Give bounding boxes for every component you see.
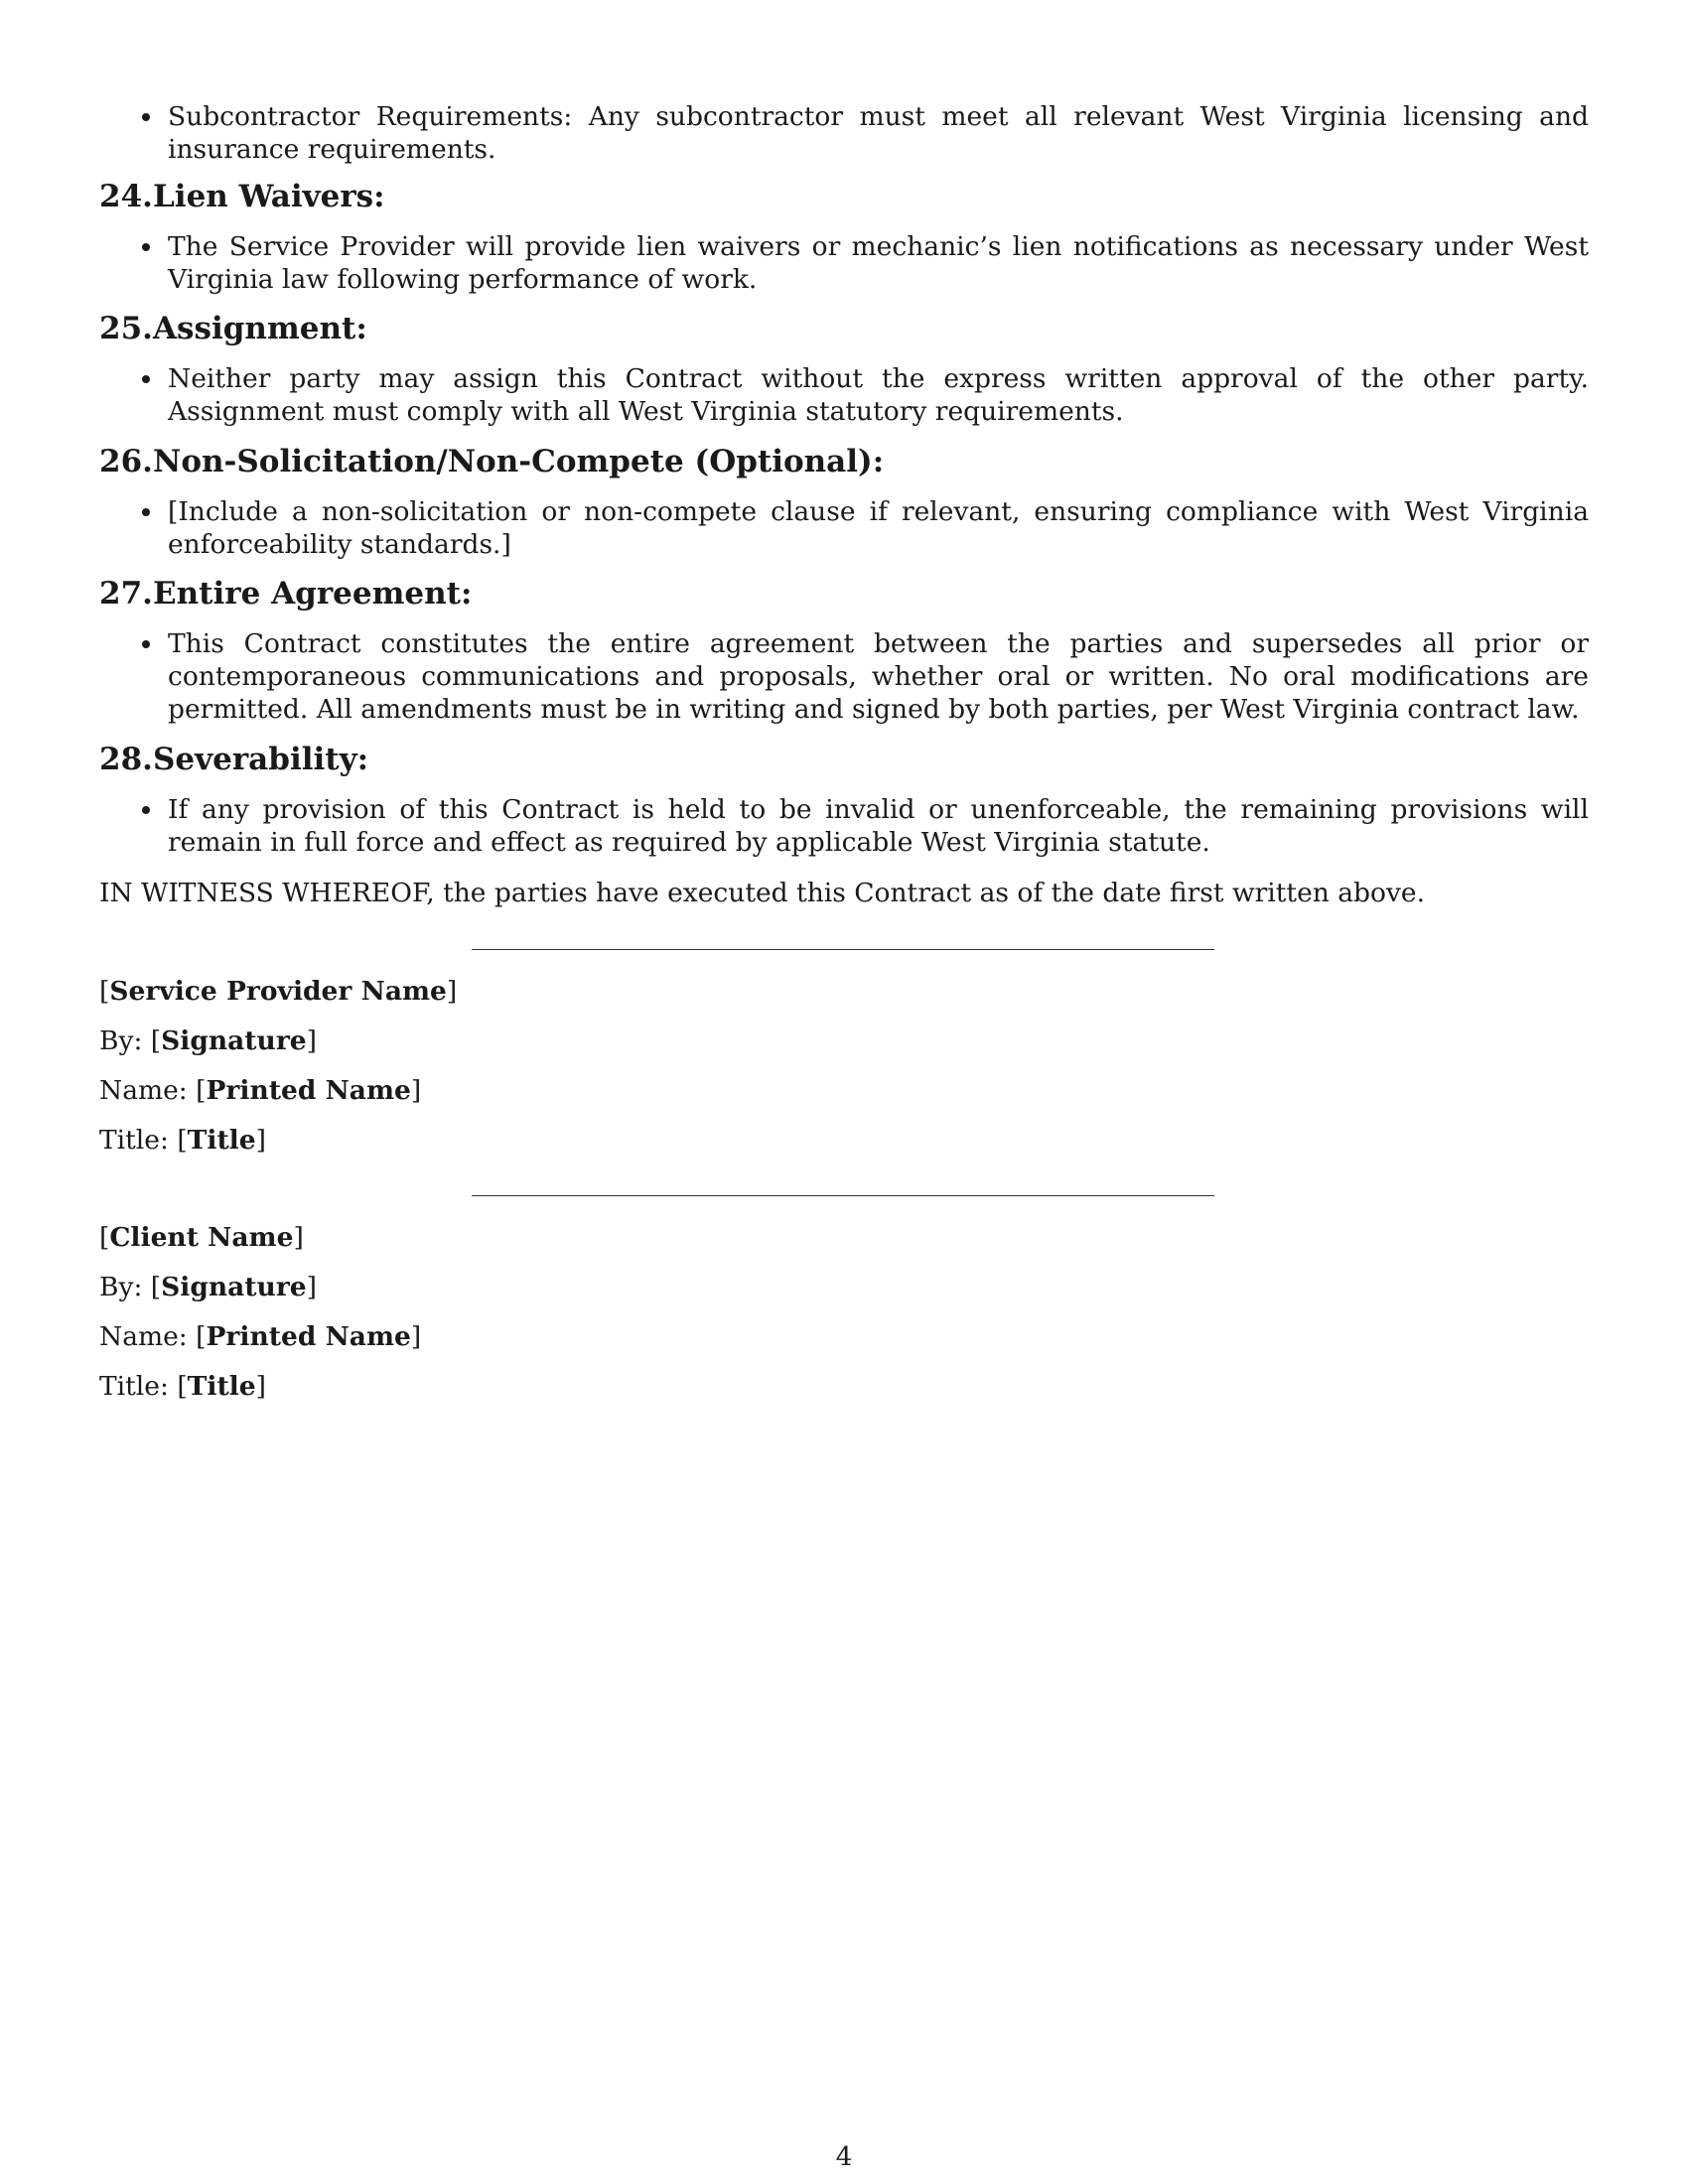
section-title: Lien Waivers: [153, 179, 385, 214]
bullet-item [99, 362, 1589, 428]
bullet-list [99, 793, 1589, 859]
bullet-text: The Service Provider will provide lien waivers or mechanic’s lien notifications as necessary under West Virginia law following performance of work. [168, 231, 1589, 295]
section-heading [99, 578, 1589, 611]
bullet-list [99, 362, 1589, 428]
section-27 [99, 578, 1589, 726]
section-title: Assignment: [153, 311, 367, 346]
section-number: 27. [99, 576, 153, 612]
document-page [99, 0, 1589, 2184]
signature-name-row: Name: [Printed Name] [99, 1075, 422, 1106]
section-title: Severability: [153, 742, 369, 777]
title-value: Title [187, 1125, 256, 1156]
section-28 [99, 744, 1589, 859]
section-heading [99, 446, 1589, 478]
witness-statement: IN WITNESS WHEREOF, the parties have executed this Contract as of the date first written above. [99, 878, 1426, 908]
by-value: Signature [161, 1025, 307, 1056]
signature-by-row: By: [Signature] [99, 1025, 317, 1056]
bullet-list [99, 495, 1589, 561]
section-number: 25. [99, 311, 153, 346]
bullet-dot-icon [142, 640, 150, 648]
signature-line [472, 1195, 1214, 1196]
section-26 [99, 446, 1589, 561]
section-25 [99, 313, 1589, 428]
party-name-text: Service Provider Name [109, 976, 447, 1007]
bullet-item [99, 793, 1589, 859]
party-name: [Client Name] [99, 1222, 304, 1253]
section-heading [99, 744, 1589, 776]
signature-name-row: Name: [Printed Name] [99, 1321, 422, 1352]
bullet-text: Neither party may assign this Contract without the express written approval of the other party. Assignment must comply with all West Virginia statutory requirements. [168, 363, 1589, 427]
page-number: 4 [835, 2141, 853, 2172]
by-label: By: [99, 1025, 143, 1056]
bullet-dot-icon [142, 243, 150, 251]
bullet-item [99, 100, 1589, 166]
section-number: 28. [99, 742, 153, 777]
party-name: [Service Provider Name] [99, 976, 458, 1007]
section-title: Entire Agreement: [153, 576, 473, 612]
section-title: Non-Solicitation/Non-Compete (Optional): [153, 444, 885, 479]
bullet-list [99, 230, 1589, 296]
bullet-list [99, 627, 1589, 726]
section-number: 26. [99, 444, 153, 479]
section-number: 24. [99, 179, 153, 214]
title-label: Title: [99, 1371, 169, 1402]
bullet-text: This Contract constitutes the entire agreement between the parties and supersedes all prior or contemporaneous communications and proposals, whether oral or written. No oral modifications are permitted. All amendments must be in writing and signed by both parties, per West Virginia contract law. [168, 628, 1589, 725]
by-label: By: [99, 1272, 143, 1302]
signature-by-row: By: [Signature] [99, 1272, 317, 1302]
title-value: Title [187, 1371, 256, 1402]
section-24 [99, 181, 1589, 296]
name-label: Name: [99, 1321, 188, 1352]
bullet-item [99, 627, 1589, 726]
bullet-item [99, 495, 1589, 561]
bullet-dot-icon [142, 375, 150, 383]
bullet-dot-icon [142, 806, 150, 814]
bullet-item [99, 230, 1589, 296]
name-value: Printed Name [206, 1075, 411, 1106]
title-label: Title: [99, 1125, 169, 1156]
bullet-dot-icon [142, 508, 150, 516]
bullet-text: [Include a non-solicitation or non-compete clause if relevant, ensuring compliance with West Virginia enforceability standards.] [168, 496, 1589, 560]
bullet-dot-icon [142, 113, 150, 121]
bullet-text: If any provision of this Contract is held to be invalid or unenforceable, the remaining provisions will remain in full force and effect as required by applicable West Virginia statute. [168, 794, 1589, 858]
signature-line [472, 949, 1214, 950]
signature-title-row: Title: [Title] [99, 1371, 266, 1402]
name-label: Name: [99, 1075, 188, 1106]
section-heading [99, 313, 1589, 345]
continued-clause [99, 100, 1589, 166]
bullet-list [99, 100, 1589, 166]
signature-title-row: Title: [Title] [99, 1125, 266, 1156]
party-name-text: Client Name [109, 1222, 294, 1253]
section-heading [99, 181, 1589, 213]
name-value: Printed Name [206, 1321, 411, 1352]
by-value: Signature [161, 1272, 307, 1302]
bullet-text: Subcontractor Requirements: Any subcontractor must meet all relevant West Virginia licensing and insurance requirements. [168, 101, 1589, 165]
